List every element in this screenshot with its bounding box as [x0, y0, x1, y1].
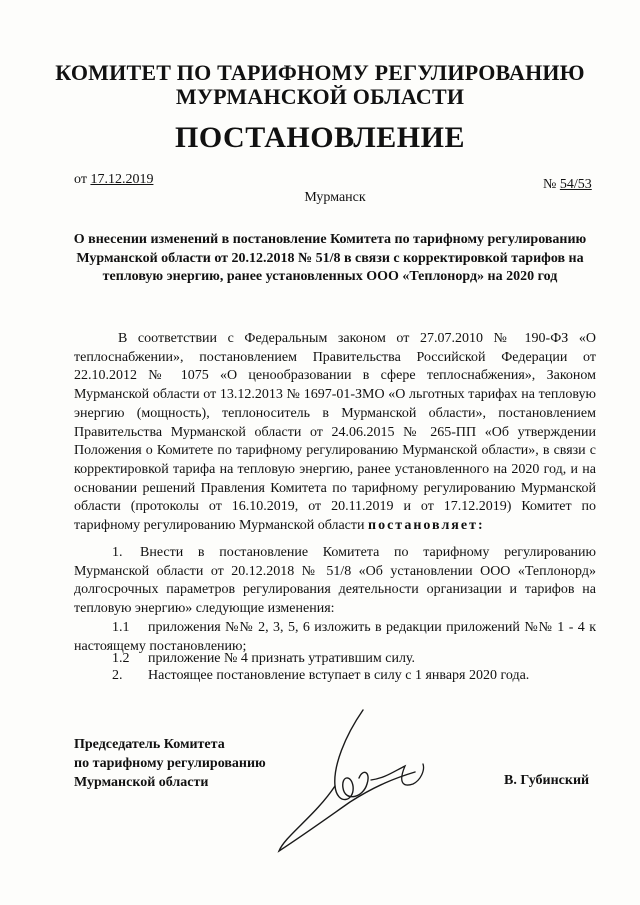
item-number: 1.1	[112, 620, 130, 635]
city: Мурманск	[304, 190, 366, 205]
committee-name-line-2: МУРМАНСКОЙ ОБЛАСТИ	[175, 84, 465, 109]
item-text: Внести в постановление Комитета по тарифному регулированию Мурманской области от 20.12.2018 № 51/8 «Об установлении ООО «Теплонорд» долгосрочных параметров регулирования деятельности организации и тарифов на тепловую энергию» следующие изменения:	[74, 545, 596, 617]
item-number: 2.	[112, 668, 123, 683]
list-item	[74, 667, 596, 686]
list-item	[74, 544, 596, 619]
signatory-position	[74, 735, 266, 792]
position-line-1: Председатель Комитета	[74, 737, 225, 752]
number-value: 54/53	[559, 177, 592, 192]
document-type-title: ПОСТАНОВЛЕНИЕ	[175, 121, 465, 154]
document-date	[74, 172, 153, 188]
item-text: приложения №№ 2, 3, 5, 6 изложить в редакции приложений №№ 1 - 4 к настоящему постановлению;	[74, 620, 596, 654]
item-number: 1.2	[112, 651, 130, 666]
list-item	[74, 650, 596, 669]
subject-heading: О внесении изменений в постановление Комитета по тарифному регулированию Мурманской области от 20.12.2018 № 51/8 в связи с корректировкой тарифов на тепловую энергию, ранее установленных ООО «Теплонорд» на 2020 год	[73, 232, 587, 284]
number-prefix: №	[543, 177, 560, 192]
date-prefix: от	[74, 172, 91, 187]
position-line-2: по тарифному регулированию	[74, 756, 266, 771]
item-number: 1.	[112, 545, 123, 560]
item-text: приложение № 4 признать утратившим силу.	[148, 651, 416, 666]
committee-name-line-1: КОМИТЕТ ПО ТАРИФНОМУ РЕГУЛИРОВАНИЮ	[55, 60, 585, 85]
handwritten-signature	[275, 706, 445, 856]
date-value: 17.12.2019	[90, 172, 154, 187]
item-text: Настоящее постановление вступает в силу с 1 января 2020 года.	[148, 668, 530, 683]
preamble-text: В соответствии с Федеральным законом от 27.07.2010 № 190-ФЗ «О теплоснабжении», постановлением Правительства Российской Федерации от 22.10.2012 № 1075 «О ценообразовании в сфере теплоснабжения», Законом Мурманской области от 13.12.2013 № 1697-01-ЗМО «О льготных тарифах на тепловую энергию (мощность), теплоноситель в Мурманской области», постановлением Правительства Мурманской области от 24.06.2015 № 265-ПП «Об утверждении Положения о Комитете по тарифному регулированию Мурманской области», в связи с корректировкой тарифа на тепловую энергию, ранее установленного на 2020 год, и на основании решений Правления Комитета по тарифному регулированию Мурманской области (протоколы от 16.10.2019, от 20.11.2019 и от 17.12.2019) Комитет по тарифному регулированию Мурманской области	[74, 331, 596, 534]
position-line-3: Мурманской области	[74, 775, 209, 790]
signatory-name: В. Губинский	[504, 773, 590, 788]
preamble-paragraph	[74, 330, 596, 536]
resolves-word: постановляет:	[368, 518, 485, 534]
